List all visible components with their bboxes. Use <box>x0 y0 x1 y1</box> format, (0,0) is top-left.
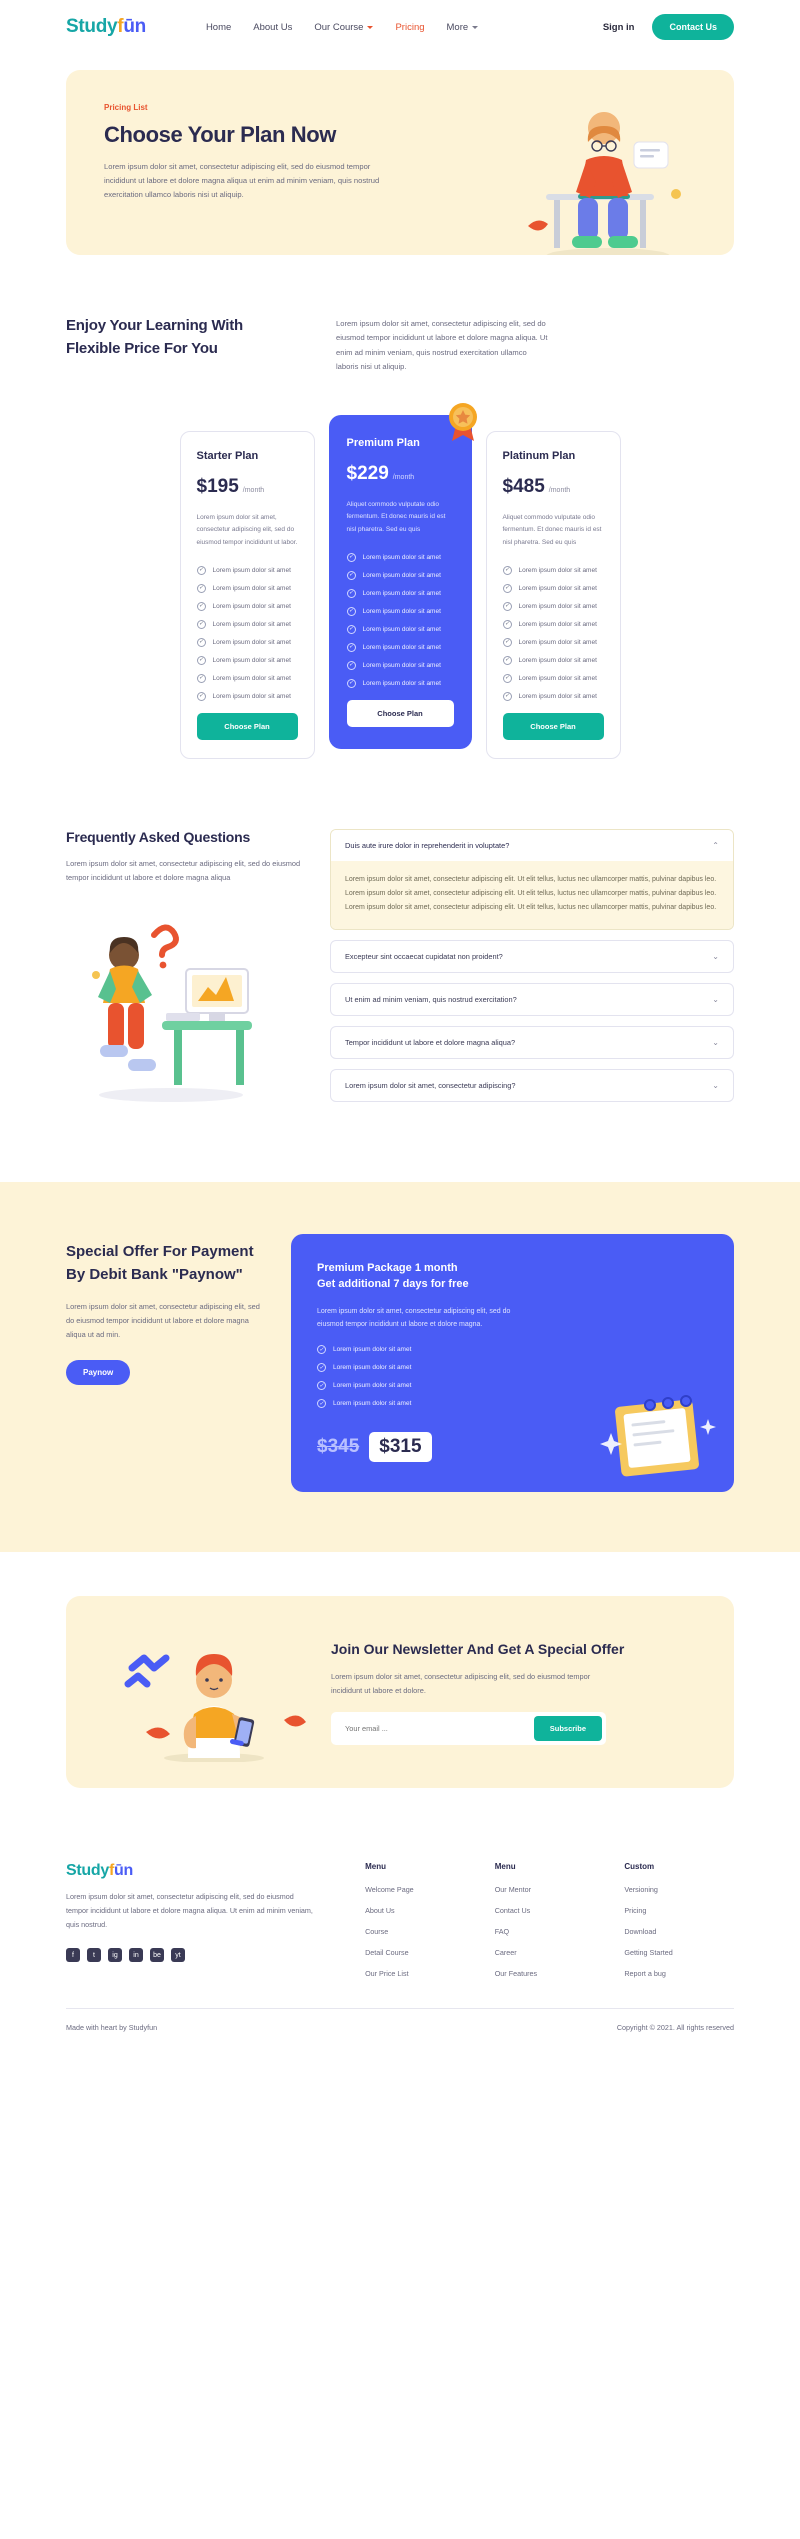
footer-column-title: Menu <box>365 1862 386 1872</box>
plan-feature <box>197 674 298 683</box>
special-offer-section <box>0 1182 800 1553</box>
footer-link-our-mentor[interactable]: Our Mentor <box>494 1885 532 1895</box>
plan-feature <box>347 607 454 616</box>
check-icon: ✓ <box>317 1345 326 1354</box>
choose-plan-button-starter[interactable]: Choose Plan <box>197 713 298 740</box>
plan-feature <box>503 584 604 593</box>
pricing-cards <box>0 375 800 759</box>
chevron-down-icon: ⌄ <box>712 951 719 961</box>
check-icon: ✓ <box>197 566 206 575</box>
youtube-icon[interactable]: yt <box>171 1948 185 1962</box>
check-icon: ✓ <box>503 674 512 683</box>
premium-package-card <box>291 1234 734 1493</box>
faq-question-label: Duis aute irure dolor in reprehenderit in voluptate? <box>345 840 510 850</box>
check-icon: ✓ <box>503 620 512 629</box>
footer-link-career[interactable]: Career <box>494 1948 517 1958</box>
plan-description: Lorem ipsum dolor sit amet, consectetur adipiscing elit, sed do eiusmod tempor incididunt ut labor. <box>196 513 298 547</box>
footer-link-our-price-list[interactable]: Our Price List <box>365 1969 409 1979</box>
faq-question-toggle-5[interactable] <box>331 1070 733 1101</box>
check-icon: ✓ <box>347 571 356 580</box>
check-icon: ✓ <box>347 553 356 562</box>
faq-question-label: Tempor incididunt ut labore et dolore magna aliqua? <box>345 1037 516 1047</box>
premium-package-feature <box>317 1363 708 1372</box>
plan-feature <box>347 553 454 562</box>
plan-description: Aliquet commodo vulputate odio fermentum. Et donec mauris id est nisl pharetra. Sed eu quis <box>346 500 446 534</box>
special-offer-body: Lorem ipsum dolor sit amet, consectetur adipiscing elit, sed do eiusmod tempor incididunt ut labore et dolore magna aliqua ut ad min. <box>66 1302 260 1340</box>
plan-feature-label: Lorem ipsum dolor sit amet <box>518 692 597 700</box>
plan-feature-label: Lorem ipsum dolor sit amet <box>212 656 291 664</box>
newsletter-form <box>331 1712 606 1745</box>
plan-price-row <box>347 463 454 485</box>
check-icon: ✓ <box>347 679 356 688</box>
plan-price-row <box>197 476 298 498</box>
check-icon: ✓ <box>317 1363 326 1372</box>
check-icon: ✓ <box>347 607 356 616</box>
offer-new-price: $315 <box>369 1432 431 1462</box>
chevron-down-icon: ⌄ <box>712 1080 719 1090</box>
plan-price-row <box>503 476 604 498</box>
twitter-icon[interactable]: t <box>87 1948 101 1962</box>
check-icon: ✓ <box>503 692 512 701</box>
brand-logo-part3: ūn <box>123 16 146 37</box>
plan-feature <box>197 692 298 701</box>
footer-column-menu-1 <box>365 1862 475 1990</box>
check-icon: ✓ <box>317 1381 326 1390</box>
footer-link-detail-course[interactable]: Detail Course <box>365 1948 409 1958</box>
footer-column-title: Custom <box>624 1862 655 1872</box>
check-icon: ✓ <box>317 1399 326 1408</box>
plan-feature-label: Lorem ipsum dolor sit amet <box>518 584 597 592</box>
plan-feature <box>503 602 604 611</box>
footer-bottom <box>0 2009 800 2054</box>
brand-logo-part1: Study <box>66 16 118 37</box>
faq-question-toggle-4[interactable] <box>331 1027 733 1058</box>
plan-feature <box>503 692 604 701</box>
plan-price: $485 <box>502 475 545 497</box>
chevron-up-icon: ⌃ <box>712 840 719 850</box>
plan-period: /month <box>242 486 265 494</box>
check-icon: ✓ <box>197 692 206 701</box>
footer-link-contact-us[interactable]: Contact Us <box>494 1906 531 1916</box>
plan-price: $195 <box>196 475 239 497</box>
page-title: Choose Your Plan Now <box>104 122 336 147</box>
footer-link-versioning[interactable]: Versioning <box>624 1885 658 1895</box>
plans-intro-body: Lorem ipsum dolor sit amet, consectetur adipiscing elit, sed do eiusmod tempor incididunt ut labore et dolore magna aliqua. Ut enim ad minim veniam, quis nostrud exercitation ullamco laboris nisi ut aliquip. <box>336 319 548 372</box>
nav-item-home[interactable] <box>206 22 231 33</box>
footer-column-title: Menu <box>494 1862 516 1872</box>
plan-feature-label: Lorem ipsum dolor sit amet <box>212 584 291 592</box>
plan-feature-label: Lorem ipsum dolor sit amet <box>518 638 597 646</box>
check-icon: ✓ <box>347 661 356 670</box>
plan-period: /month <box>548 486 571 494</box>
faq-answer-1: Lorem ipsum dolor sit amet, consectetur adipiscing elit. Ut elit tellus, luctus nec ullamcorper mattis, pulvinar dapibus leo. Lorem ipsum dolor sit amet, consectetur adipiscing elit. Ut elit tellus, luctus nec ullamcorper mattis, pulvinar dapibus leo. Lorem ipsum dolor sit amet, consectetur adipiscing elit. Ut elit tellus, luctus nec ullamcorper mattis, pulvinar dapibus leo. <box>331 861 733 929</box>
plan-feature-label: Lorem ipsum dolor sit amet <box>362 607 441 615</box>
premium-package-feature-label: Lorem ipsum dolor sit amet <box>333 1346 412 1354</box>
plan-feature-label: Lorem ipsum dolor sit amet <box>362 571 441 579</box>
plan-feature <box>503 638 604 647</box>
brand-logo-part2: f <box>117 16 124 37</box>
nav-links <box>206 22 478 33</box>
chevron-down-icon: ⌄ <box>712 1037 719 1047</box>
footer-column-custom <box>624 1862 734 1990</box>
premium-package-feature-label: Lorem ipsum dolor sit amet <box>333 1382 412 1390</box>
faq-question-toggle-2[interactable] <box>331 941 733 972</box>
faq-question-label: Ut enim ad minim veniam, quis nostrud exercitation? <box>345 994 517 1004</box>
plan-period: /month <box>392 473 415 481</box>
plan-feature-label: Lorem ipsum dolor sit amet <box>518 674 597 682</box>
choose-plan-button-platinum[interactable]: Choose Plan <box>503 713 604 740</box>
check-icon: ✓ <box>197 584 206 593</box>
premium-package-title-line2: Get additional 7 days for free <box>317 1278 469 1291</box>
check-icon: ✓ <box>197 674 206 683</box>
nav-item-label: About Us <box>253 21 293 33</box>
plan-feature <box>503 566 604 575</box>
facebook-icon[interactable]: f <box>66 1948 80 1962</box>
premium-package-sub: Lorem ipsum dolor sit amet, consectetur adipiscing elit, sed do eiusmod tempor incididunt ut labore et dolore magna. <box>317 1307 511 1328</box>
check-icon: ✓ <box>197 656 206 665</box>
footer-column-menu-2 <box>495 1862 605 1990</box>
plan-name: Platinum Plan <box>502 449 576 462</box>
faq-item-3 <box>330 983 734 1016</box>
premium-package-feature-label: Lorem ipsum dolor sit amet <box>333 1364 412 1372</box>
check-icon: ✓ <box>197 602 206 611</box>
nav-item-label: Our Course <box>314 21 364 33</box>
faq-question-label: Excepteur sint occaecat cupidatat non proident? <box>345 951 503 961</box>
check-icon: ✓ <box>347 643 356 652</box>
plan-feature <box>347 625 454 634</box>
faq-description: Lorem ipsum dolor sit amet, consectetur adipiscing elit, sed do eiusmod tempor incididunt ut labore et dolore magna aliqua <box>66 858 301 882</box>
nav-item-label: More <box>446 21 469 33</box>
student-at-desk-illustration <box>508 98 698 255</box>
plan-feature <box>347 571 454 580</box>
check-icon: ✓ <box>503 638 512 647</box>
check-icon: ✓ <box>347 625 356 634</box>
premium-package-feature <box>317 1345 708 1354</box>
footer-logo-part3: ūn <box>113 1862 133 1880</box>
plan-feature <box>197 656 298 665</box>
plan-feature <box>197 584 298 593</box>
plan-name: Premium Plan <box>346 436 420 449</box>
newsletter-section <box>0 1552 800 1838</box>
best-value-badge-icon <box>440 397 486 443</box>
plans-intro-section <box>0 255 800 375</box>
footer-logo-part1: Study <box>66 1862 109 1880</box>
newsletter-right <box>317 1639 698 1745</box>
plan-name: Starter Plan <box>196 449 259 462</box>
hero-eyebrow: Pricing List <box>104 103 148 112</box>
social-links <box>66 1948 345 1962</box>
pricing-card-starter <box>180 431 315 759</box>
nav-item-our-course[interactable] <box>314 22 373 33</box>
check-icon: ✓ <box>197 620 206 629</box>
faq-section <box>0 759 800 1112</box>
plan-feature <box>197 638 298 647</box>
plan-feature-label: Lorem ipsum dolor sit amet <box>362 661 441 669</box>
plan-feature-label: Lorem ipsum dolor sit amet <box>518 602 597 610</box>
offer-old-price: $345 <box>317 1436 360 1458</box>
plan-feature-label: Lorem ipsum dolor sit amet <box>212 674 291 682</box>
faq-question-toggle-1[interactable] <box>331 830 733 861</box>
footer-link-report-a-bug[interactable]: Report a bug <box>624 1969 666 1979</box>
check-icon: ✓ <box>503 566 512 575</box>
sign-in-link[interactable]: Sign in <box>602 21 635 33</box>
hero-banner <box>66 70 734 255</box>
faq-question-label: Lorem ipsum dolor sit amet, consectetur adipiscing? <box>345 1080 516 1090</box>
plan-feature <box>197 566 298 575</box>
nav-item-label: Pricing <box>395 21 425 33</box>
footer-brand <box>66 1862 345 1990</box>
footer-link-welcome-page[interactable]: Welcome Page <box>365 1885 414 1895</box>
plan-description: Aliquet commodo vulputate odio fermentum. Et donec mauris id est nisl pharetra. Sed eu quis <box>502 513 602 547</box>
plan-feature-label: Lorem ipsum dolor sit amet <box>362 679 441 687</box>
special-offer-heading: Special Offer For Payment By Debit Bank "Paynow" <box>66 1242 254 1283</box>
plan-feature-label: Lorem ipsum dolor sit amet <box>212 692 291 700</box>
plan-feature-label: Lorem ipsum dolor sit amet <box>212 602 291 610</box>
footer-link-about-us[interactable]: About Us <box>365 1906 395 1916</box>
footer-logo-part2: f <box>108 1862 114 1880</box>
hero-description: Lorem ipsum dolor sit amet, consectetur adipiscing elit, sed do eiusmod tempor incididunt ut labore et dolore magna aliqua ut enim ad minim veniam, quis nostrud exercitation ullamco laboris nisi ut aliquip. <box>104 162 380 200</box>
check-icon: ✓ <box>347 589 356 598</box>
faq-item-5 <box>330 1069 734 1102</box>
nav-item-label: Home <box>205 21 232 33</box>
footer-copyright: Copyright © 2021. All rights reserved <box>616 2023 734 2033</box>
footer-link-our-features[interactable]: Our Features <box>494 1969 538 1979</box>
faq-question-toggle-3[interactable] <box>331 984 733 1015</box>
linkedin-icon[interactable]: in <box>129 1948 143 1962</box>
newsletter-body: Lorem ipsum dolor sit amet, consectetur adipiscing elit, sed do eiusmod tempor incididunt ut labore et dolore. <box>331 1672 591 1696</box>
plan-feature-label: Lorem ipsum dolor sit amet <box>362 643 441 651</box>
footer-link-getting-started[interactable]: Getting Started <box>624 1948 673 1958</box>
faq-item-1 <box>330 829 734 930</box>
plan-feature <box>347 661 454 670</box>
person-with-question-illustration <box>66 909 276 1104</box>
check-icon: ✓ <box>503 656 512 665</box>
nav-item-pricing[interactable] <box>395 22 424 33</box>
footer-made-by: Made with heart by Studyfun <box>66 2023 158 2033</box>
plan-feature <box>197 602 298 611</box>
top-navbar <box>0 0 800 54</box>
plan-feature-label: Lorem ipsum dolor sit amet <box>362 553 441 561</box>
behance-icon[interactable]: be <box>150 1948 164 1962</box>
contact-us-button[interactable]: Contact Us <box>652 14 734 40</box>
plan-feature-label: Lorem ipsum dolor sit amet <box>212 566 291 574</box>
plan-feature-label: Lorem ipsum dolor sit amet <box>518 656 597 664</box>
brand-logo[interactable] <box>66 16 146 38</box>
newsletter-heading: Join Our Newsletter And Get A Special Offer <box>331 1641 625 1658</box>
premium-package-title-line1: Premium Package 1 month <box>317 1261 458 1274</box>
footer-link-faq[interactable]: FAQ <box>494 1927 510 1937</box>
nav-item-about-us[interactable] <box>253 22 292 33</box>
plan-feature <box>503 674 604 683</box>
check-icon: ✓ <box>503 584 512 593</box>
footer-logo[interactable] <box>66 1862 345 1880</box>
hero-section <box>0 54 800 255</box>
plan-feature <box>347 643 454 652</box>
footer-link-download[interactable]: Download <box>624 1927 657 1937</box>
footer-link-course[interactable]: Course <box>365 1927 389 1937</box>
premium-package-title <box>317 1260 708 1293</box>
footer-about: Lorem ipsum dolor sit amet, consectetur adipiscing elit, sed do eiusmod tempor incididunt ut labore et dolore magna aliqua. Ut enim ad minim veniam, quis nostrud. <box>66 1892 313 1930</box>
faq-left <box>66 829 306 1112</box>
plan-feature-label: Lorem ipsum dolor sit amet <box>518 620 597 628</box>
chevron-down-icon: ⌄ <box>712 994 719 1004</box>
chevron-down-icon <box>367 26 373 29</box>
nav-item-more[interactable] <box>447 22 479 33</box>
plan-feature-label: Lorem ipsum dolor sit amet <box>518 566 597 574</box>
plan-feature-label: Lorem ipsum dolor sit amet <box>212 638 291 646</box>
choose-plan-button-premium[interactable]: Choose Plan <box>347 700 454 727</box>
faq-item-2 <box>330 940 734 973</box>
footer-link-pricing[interactable]: Pricing <box>624 1906 647 1916</box>
instagram-icon[interactable]: ig <box>108 1948 122 1962</box>
newsletter-banner <box>66 1596 734 1788</box>
email-input[interactable] <box>335 1724 534 1733</box>
plans-intro-heading: Enjoy Your Learning With Flexible Price For You <box>66 317 244 357</box>
nav-right <box>603 14 734 40</box>
plan-feature-label: Lorem ipsum dolor sit amet <box>362 589 441 597</box>
chevron-down-icon <box>472 26 478 29</box>
clipboard-checklist-illustration <box>600 1387 720 1482</box>
plan-feature <box>347 589 454 598</box>
faq-item-4 <box>330 1026 734 1059</box>
paynow-button[interactable]: Paynow <box>66 1360 130 1385</box>
subscribe-button[interactable]: Subscribe <box>534 1716 602 1741</box>
plan-feature <box>503 656 604 665</box>
plan-feature-label: Lorem ipsum dolor sit amet <box>362 625 441 633</box>
footer <box>0 1838 800 1990</box>
premium-package-feature-label: Lorem ipsum dolor sit amet <box>333 1400 412 1408</box>
check-icon: ✓ <box>197 638 206 647</box>
plan-feature <box>347 679 454 688</box>
pricing-card-premium <box>329 415 472 749</box>
special-offer-left <box>66 1234 261 1386</box>
plan-feature-label: Lorem ipsum dolor sit amet <box>212 620 291 628</box>
faq-heading: Frequently Asked Questions <box>66 828 251 845</box>
check-icon: ✓ <box>503 602 512 611</box>
plan-feature <box>503 620 604 629</box>
plan-price: $229 <box>346 462 389 484</box>
faq-accordion <box>330 829 734 1112</box>
person-with-phone-illustration <box>102 1622 317 1762</box>
pricing-card-platinum <box>486 431 621 759</box>
plan-feature <box>197 620 298 629</box>
